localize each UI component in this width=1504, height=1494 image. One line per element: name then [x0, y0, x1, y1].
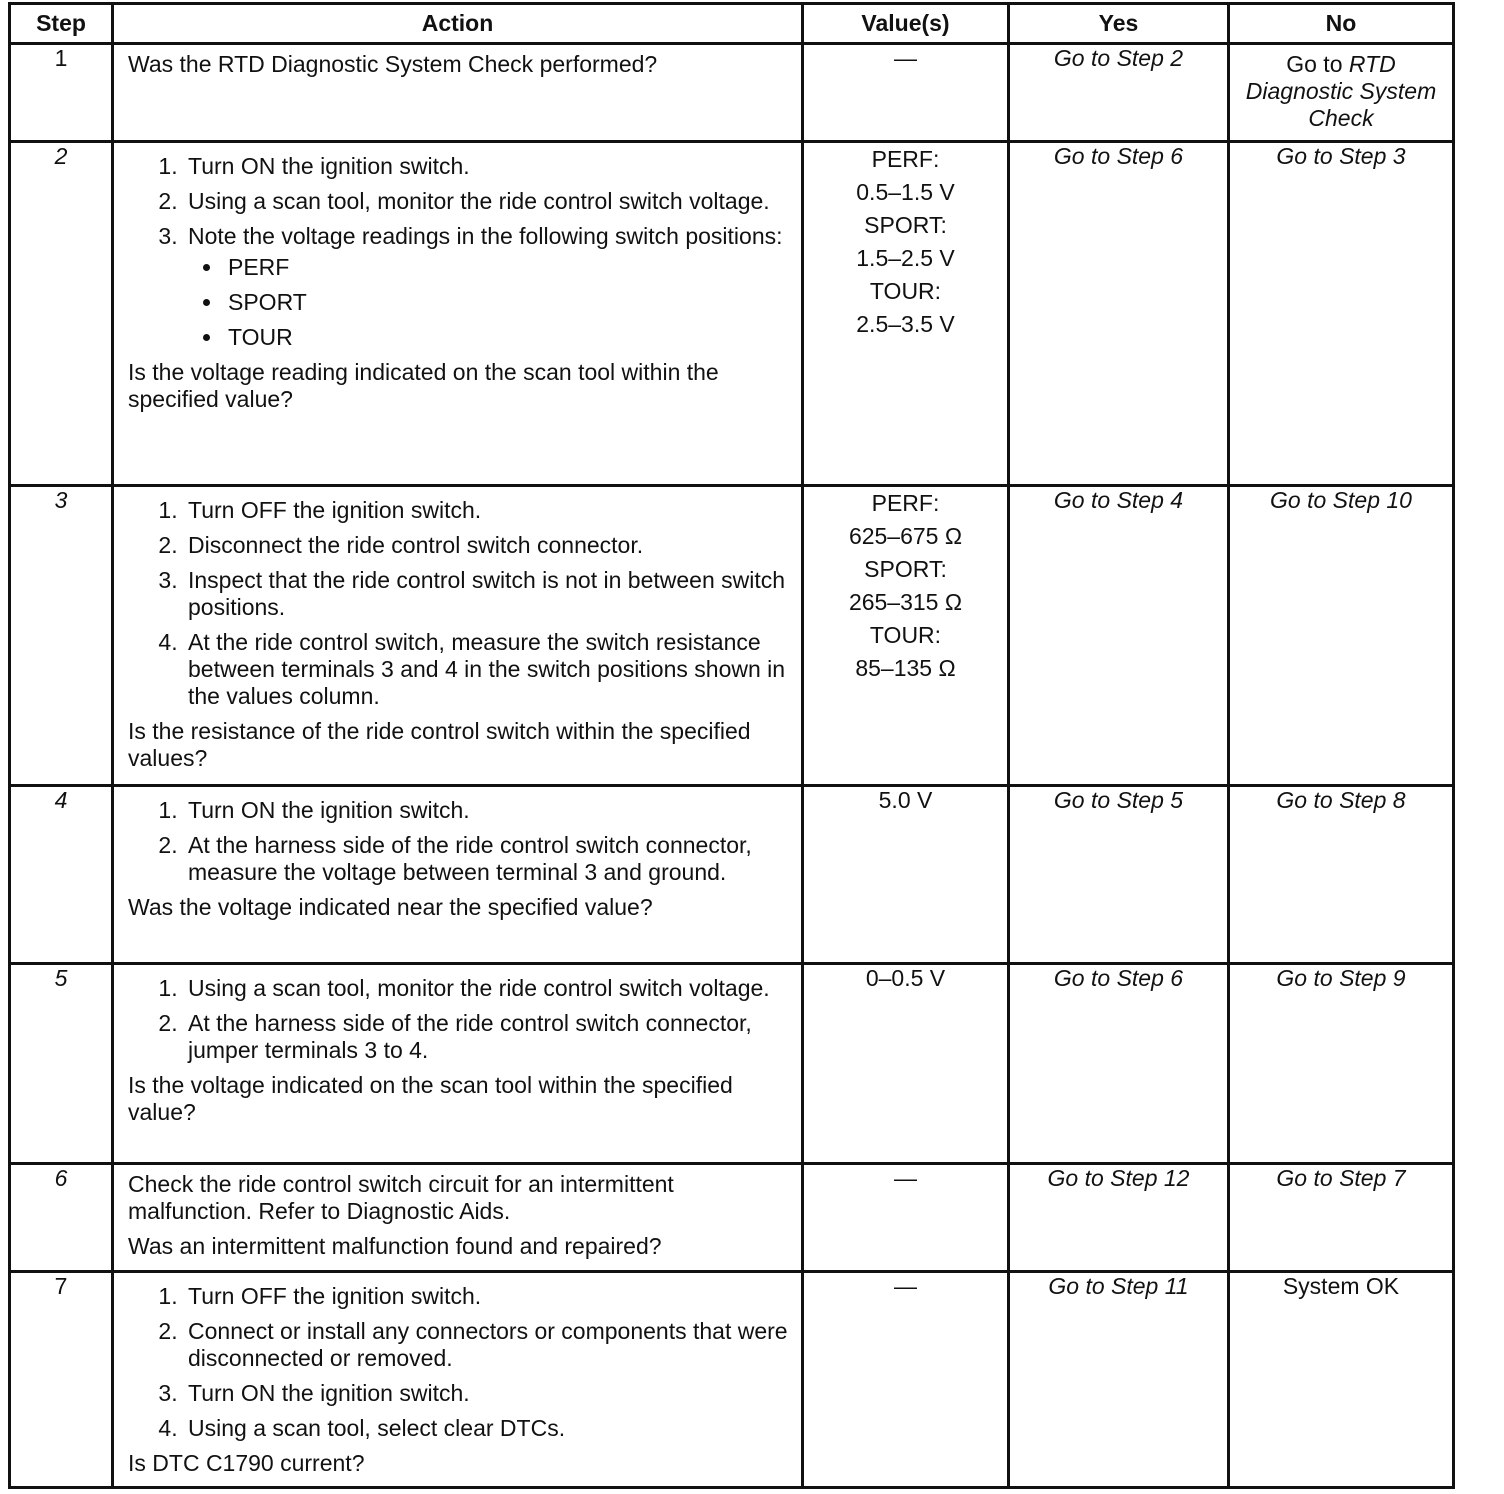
action-cell — [113, 1272, 803, 1488]
action-steps — [128, 975, 791, 1064]
yes-cell: Go to Step 5 — [1009, 786, 1229, 964]
action-step: 2. Using a scan tool, monitor the ride control switch voltage. — [184, 188, 791, 215]
table-row-step-7 — [10, 1272, 1454, 1488]
diagnostic-table — [8, 2, 1455, 1489]
action-step: 2. At the harness side of the ride control switch connector, jumper terminals 3 to 4. — [184, 1010, 791, 1064]
action-cell — [113, 964, 803, 1164]
header-yes: Yes — [1009, 4, 1229, 44]
table-row-step-4 — [10, 786, 1454, 964]
value-cell: 0–0.5 V — [803, 964, 1009, 1164]
value-line: 265–315 Ω — [848, 589, 963, 615]
table-row-step-1 — [10, 44, 1454, 142]
value-line: SPORT: — [864, 556, 947, 582]
table-row-step-2 — [10, 142, 1454, 486]
action-step: 1. Using a scan tool, monitor the ride control switch voltage. — [184, 975, 791, 1002]
step-number: 6 — [10, 1164, 113, 1272]
yes-cell: Go to Step 12 — [1009, 1164, 1229, 1272]
action-step: 2. At the harness side of the ride control switch connector, measure the voltage between terminal 3 and ground. — [184, 832, 791, 886]
no-cell: Go to Step 8 — [1229, 786, 1454, 964]
value-cell: 5.0 V — [803, 786, 1009, 964]
no-cell: System OK — [1229, 1272, 1454, 1488]
step-number: 3 — [10, 486, 113, 786]
no-reference: RTD Diagnostic System Check — [1245, 51, 1437, 131]
value-line: TOUR: — [869, 278, 942, 304]
action-steps — [128, 1283, 791, 1442]
table-row-step-6 — [10, 1164, 1454, 1272]
step-number: 5 — [10, 964, 113, 1164]
value-cell — [803, 142, 1009, 486]
value-line: PERF: — [871, 146, 940, 172]
header-row — [10, 4, 1454, 44]
action-text: Was the RTD Diagnostic System Check performed? — [128, 51, 658, 77]
action-step — [184, 223, 791, 351]
diagnostic-table-sheet — [8, 2, 1452, 1486]
action-step: 4. Using a scan tool, select clear DTCs. — [184, 1415, 791, 1442]
step-number: 1 — [10, 44, 113, 142]
action-cell — [113, 486, 803, 786]
action-text: Check the ride control switch circuit for an intermittent malfunction. Refer to Diagnostic Aids. — [128, 1171, 674, 1224]
action-step: 1. Turn OFF the ignition switch. — [184, 497, 791, 524]
action-step: 1. Turn OFF the ignition switch. — [184, 1283, 791, 1310]
action-question: Is DTC C1790 current? — [128, 1450, 365, 1476]
action-steps — [128, 153, 791, 351]
no-prefix: Go to — [1286, 51, 1343, 77]
header-values: Value(s) — [803, 4, 1009, 44]
action-step: 1. Turn ON the ignition switch. — [184, 153, 791, 180]
yes-cell: Go to Step 6 — [1009, 964, 1229, 1164]
value-line: 2.5–3.5 V — [856, 311, 955, 337]
switch-positions — [188, 254, 791, 351]
action-step: 3. Turn ON the ignition switch. — [184, 1380, 791, 1407]
value-cell — [803, 486, 1009, 786]
header-action: Action — [113, 4, 803, 44]
action-question: Is the voltage reading indicated on the scan tool within the specified value? — [128, 359, 719, 412]
value-line: PERF: — [871, 490, 940, 516]
value-cell: — — [803, 1164, 1009, 1272]
value-line: TOUR: — [869, 622, 942, 648]
value-line: 1.5–2.5 V — [856, 245, 955, 271]
action-cell — [113, 786, 803, 964]
action-question: Was an intermittent malfunction found and repaired? — [128, 1233, 662, 1259]
value-line: 85–135 Ω — [855, 655, 956, 681]
table-row-step-3 — [10, 486, 1454, 786]
no-cell: Go to Step 10 — [1229, 486, 1454, 786]
action-step-text: Note the voltage readings in the following switch positions: — [188, 223, 783, 249]
yes-cell: Go to Step 4 — [1009, 486, 1229, 786]
step-number: 4 — [10, 786, 113, 964]
action-cell — [113, 1164, 803, 1272]
yes-cell: Go to Step 11 — [1009, 1272, 1229, 1488]
no-cell: Go to Step 3 — [1229, 142, 1454, 486]
header-step: Step — [10, 4, 113, 44]
action-question: Is the resistance of the ride control switch within the specified values? — [128, 718, 751, 771]
value-line: SPORT: — [864, 212, 947, 238]
action-cell — [113, 44, 803, 142]
no-cell — [1229, 44, 1454, 142]
switch-position: • TOUR — [224, 324, 791, 351]
value-cell: — — [803, 1272, 1009, 1488]
action-question: Was the voltage indicated near the specified value? — [128, 894, 653, 920]
value-line: 625–675 Ω — [848, 523, 963, 549]
action-step: 1. Turn ON the ignition switch. — [184, 797, 791, 824]
no-cell: Go to Step 7 — [1229, 1164, 1454, 1272]
switch-position: • PERF — [224, 254, 791, 281]
step-number: 7 — [10, 1272, 113, 1488]
switch-position: • SPORT — [224, 289, 791, 316]
action-question: Is the voltage indicated on the scan tool within the specified value? — [128, 1072, 733, 1125]
step-number: 2 — [10, 142, 113, 486]
header-no: No — [1229, 4, 1454, 44]
value-cell: — — [803, 44, 1009, 142]
action-steps — [128, 797, 791, 886]
action-step: 4. At the ride control switch, measure the switch resistance between terminals 3 and 4 in the switch positions shown in the values column. — [184, 629, 791, 710]
action-step: 2. Disconnect the ride control switch connector. — [184, 532, 791, 559]
no-cell: Go to Step 9 — [1229, 964, 1454, 1164]
action-steps — [128, 497, 791, 710]
value-line: 0.5–1.5 V — [856, 179, 955, 205]
action-cell — [113, 142, 803, 486]
action-step: 2. Connect or install any connectors or components that were disconnected or removed. — [184, 1318, 791, 1372]
action-step: 3. Inspect that the ride control switch is not in between switch positions. — [184, 567, 791, 621]
yes-cell: Go to Step 6 — [1009, 142, 1229, 486]
yes-cell: Go to Step 2 — [1009, 44, 1229, 142]
table-row-step-5 — [10, 964, 1454, 1164]
